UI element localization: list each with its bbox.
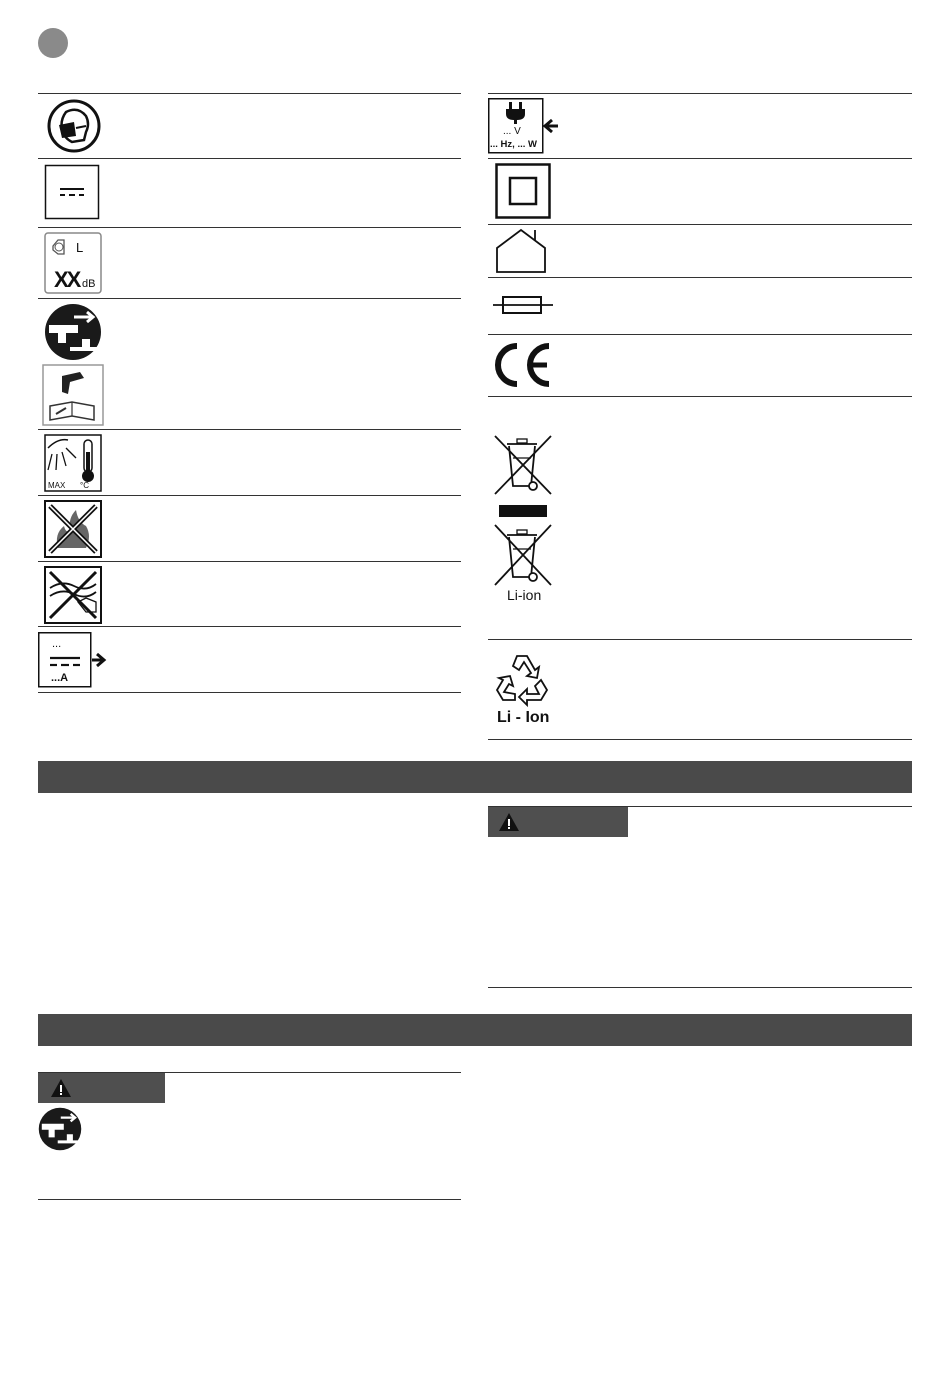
mains-freq-power-label: ... Hz, ... W — [490, 139, 537, 150]
divider — [488, 987, 912, 988]
divider — [38, 1199, 461, 1200]
divider — [488, 224, 912, 225]
divider — [38, 495, 461, 496]
noise-level-label: L — [76, 240, 84, 255]
divider — [38, 158, 461, 159]
divider — [488, 639, 912, 640]
read-manual-icon — [42, 364, 104, 426]
warning-bar — [488, 807, 628, 837]
divider — [38, 298, 461, 299]
no-fire-icon — [44, 500, 102, 558]
mains-input-icon — [488, 98, 562, 154]
no-water-icon — [44, 566, 102, 624]
charger-current-label: ...A — [51, 672, 69, 684]
charger-output-icon — [38, 632, 110, 688]
divider — [38, 626, 461, 627]
recycling-li-ion-icon — [493, 652, 557, 728]
double-insulation-icon — [495, 163, 551, 219]
divider — [38, 227, 461, 228]
divider — [488, 334, 912, 335]
ce-mark-icon — [491, 340, 555, 390]
dc-current-icon — [44, 164, 100, 220]
divider — [488, 396, 912, 397]
divider — [488, 93, 912, 94]
charger-voltage-label: ... — [52, 638, 62, 650]
max-label: MAX — [48, 481, 66, 490]
page-marker — [38, 28, 68, 58]
warning-icon — [498, 812, 520, 832]
mains-voltage-label: ... V — [503, 126, 521, 137]
fuse-icon — [493, 292, 553, 318]
li-ion-bin-label: Li-ion — [507, 587, 542, 603]
crossed-bin-icon — [493, 434, 553, 496]
indoor-use-icon — [493, 228, 551, 274]
divider — [38, 93, 461, 94]
unplug-icon — [38, 1107, 82, 1151]
noise-level-icon — [44, 232, 102, 294]
noise-level-value: XX — [54, 267, 80, 292]
divider — [488, 739, 912, 740]
divider — [488, 277, 912, 278]
warning-bar — [38, 1073, 165, 1103]
li-ion-recycling-label: Li - Ion — [497, 709, 550, 726]
svg-text:dB: dB — [82, 278, 96, 290]
section-header-bar — [38, 761, 912, 793]
celsius-label: °C — [80, 481, 89, 490]
max-temperature-icon — [44, 434, 102, 492]
section-header-bar — [38, 1014, 912, 1046]
crossed-bin-li-ion-icon — [493, 505, 555, 605]
warning-icon — [50, 1078, 72, 1098]
divider — [488, 158, 912, 159]
divider — [38, 692, 461, 693]
divider — [38, 429, 461, 430]
face-mask-icon — [46, 98, 102, 154]
unplug-icon — [44, 303, 102, 361]
divider — [38, 561, 461, 562]
